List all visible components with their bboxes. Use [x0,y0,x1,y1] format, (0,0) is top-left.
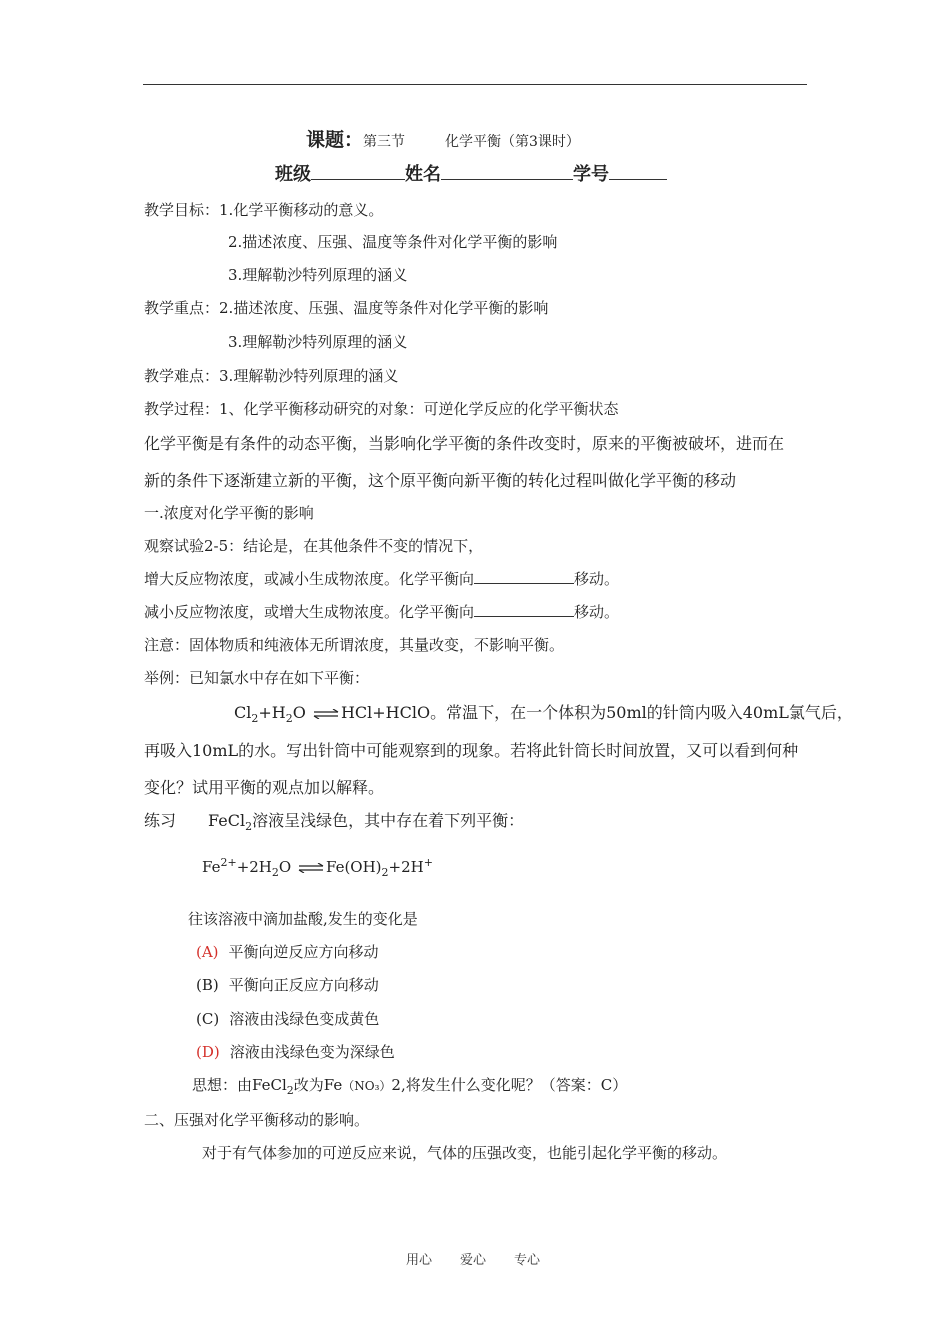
conclusion-text: 增大反应物浓度，或减小生成物浓度。化学平衡向 [144,570,475,588]
think-line [192,1074,627,1095]
example-intro: 举例：已知氯水中存在如下平衡： [144,669,370,687]
formula: FeCl [208,811,246,830]
title-lead: 课题： [306,129,364,151]
definition-paragraph-line: 化学平衡是有条件的动态平衡，当影响化学平衡的条件改变时，原来的平衡被破坏，进而在 [144,434,785,453]
page-title [306,125,580,152]
iron-equation-line [202,856,433,879]
objective-item: 2.描述浓度、压强、温度等条件对化学平衡的影响 [228,233,558,251]
difficulty-item: 3.理解勒沙特列原理的涵义 [219,367,399,385]
option-key: (A) [196,943,219,961]
definition-paragraph-line: 新的条件下逐渐建立新的平衡，这个原平衡向新平衡的转化过程叫做化学平衡的移动 [144,471,737,490]
eq-term: Fe(OH) [325,858,382,876]
difficulties-label: 教学难点： [144,367,220,385]
eq-rest: HCl+HClO。常温下，在一个体积为50ml的针筒内吸入40mL氯气后， [340,703,853,722]
pressure-text: 对于有气体参加的可逆反应来说，气体的压强改变，也能引起化学平衡的移动。 [202,1144,728,1162]
formula: FeCl [252,1076,287,1094]
number-label: 学号 [573,164,609,185]
name-blank[interactable] [441,165,573,180]
practice-label: 练习 [144,811,177,830]
eq-sup: 2+ [220,856,237,869]
eq-term: Cl [234,703,252,722]
class-label: 班级 [275,164,311,185]
eq-sub: 2 [251,712,259,725]
title-section: 第三节 [363,134,406,150]
formula-sub: 2 [245,820,253,833]
option-key: (D) [196,1043,220,1061]
name-label: 姓名 [405,164,441,185]
answer-blank[interactable] [474,569,574,584]
practice-question: 往该溶液中滴加盐酸,发生的变化是 [188,910,418,928]
conclusion-line-a [144,569,619,589]
number-blank[interactable] [609,165,667,180]
answer-blank[interactable] [474,602,574,617]
objectives-line-1 [144,200,383,220]
option-d[interactable] [196,1042,395,1062]
page-footer [392,1249,554,1268]
header-rule [143,84,807,85]
equilibrium-arrow-icon [313,709,339,719]
note-text: 注意：固体物质和纯液体无所谓浓度，其量改变，不影响平衡。 [144,636,565,654]
option-key: (B) [196,976,219,994]
title-topic: 化学平衡（第3课时） [445,134,580,150]
chlorine-equation-line [234,700,853,723]
example-text: 变化？试用平衡的观点加以解释。 [144,778,385,797]
option-text: 溶液由浅绿色变为深绿色 [229,1043,395,1061]
option-text: 平衡向正反应方向移动 [228,976,379,994]
objective-item: 3.理解勒沙特列原理的涵义 [228,266,408,284]
formula: Fe [323,1076,343,1094]
process-text: 1、化学平衡移动研究的对象：可逆化学反应的化学平衡状态 [219,400,619,418]
conclusion-line-b [144,602,619,622]
eq-term: +2H [236,858,272,876]
student-info-line [275,160,667,186]
section-heading-concentration: 一.浓度对化学平衡的影响 [144,504,314,522]
observation-text: 观察试验2-5：结论是，在其他条件不变的情况下， [144,537,484,555]
footer-item: 爱心 [460,1253,487,1268]
think-text: 思想：由 [192,1076,253,1094]
objectives-label: 教学目标： [144,201,220,219]
footer-item: 用心 [406,1253,433,1268]
conclusion-text: 减小反应物浓度，或增大生成物浓度。化学平衡向 [144,603,475,621]
eq-sub: 2 [381,866,389,879]
option-key: (C) [196,1010,220,1028]
section-heading-pressure: 二、压强对化学平衡移动的影响。 [144,1111,370,1129]
footer-item: 专心 [514,1253,541,1268]
option-a[interactable] [196,942,379,962]
eq-sub: 2 [285,712,293,725]
formula: （NO₃） [342,1079,392,1093]
objective-item: 1.化学平衡移动的意义。 [219,201,384,219]
key-point-item: 3.理解勒沙特列原理的涵义 [228,333,408,351]
process-label: 教学过程： [144,400,220,418]
key-points-label: 教学重点： [144,299,220,317]
option-text: 溶液由浅绿色变成黄色 [229,1010,380,1028]
equilibrium-arrow-icon [298,863,324,873]
option-c[interactable] [196,1009,379,1029]
eq-sup: + [423,856,433,869]
eq-sub: 2 [271,866,279,879]
conclusion-text: 移动。 [574,603,620,621]
eq-term: Fe [202,858,221,876]
option-b[interactable] [196,975,379,995]
eq-term: +H [258,703,286,722]
think-text: 2,将发生什么变化呢？（答案：C） [391,1076,628,1094]
option-text: 平衡向逆反应方向移动 [228,943,379,961]
eq-term: O [278,858,292,876]
difficulties-line [144,366,398,386]
class-blank[interactable] [311,165,405,180]
think-text: 改为 [293,1076,324,1094]
process-line [144,399,619,419]
key-points-line-1 [144,298,548,318]
example-text: 再吸入10mL的水。写出针筒中可能观察到的现象。若将此针筒长时间放置，又可以看到何种 [144,741,799,760]
eq-term: O [292,703,306,722]
eq-term: +2H [388,858,424,876]
practice-line [144,808,524,831]
conclusion-text: 移动。 [574,570,620,588]
key-point-item: 2.描述浓度、压强、温度等条件对化学平衡的影响 [219,299,549,317]
practice-text: 溶液呈浅绿色，其中存在着下列平衡： [252,811,525,830]
formula-sub: 2 [286,1084,294,1097]
